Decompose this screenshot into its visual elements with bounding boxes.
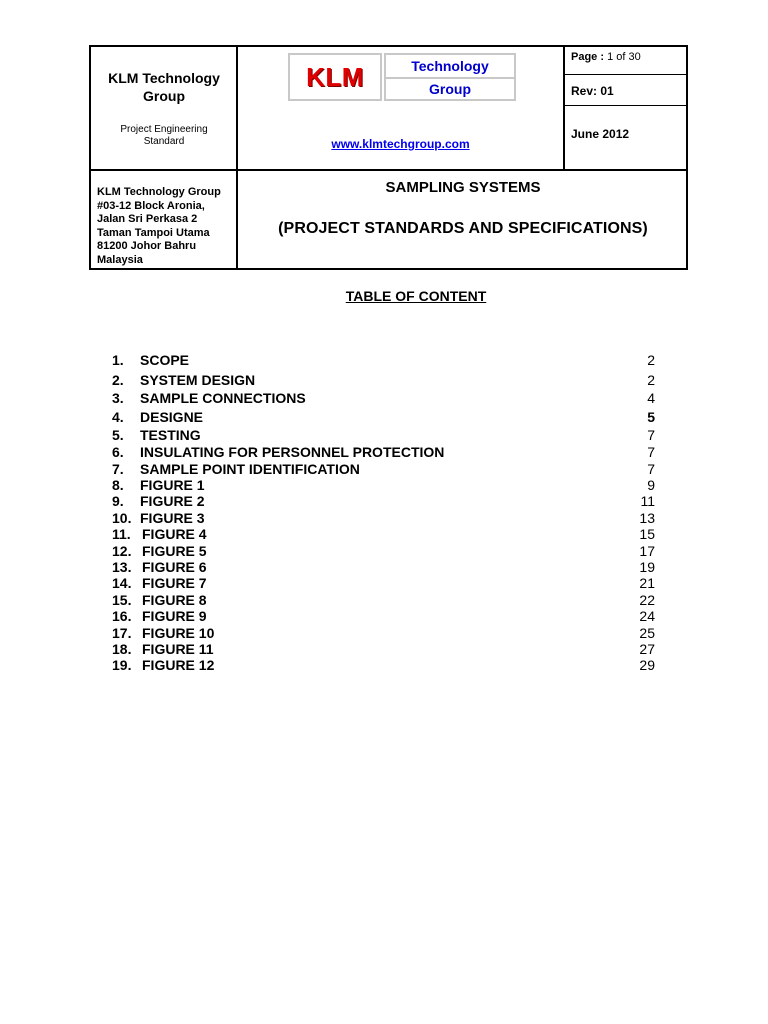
document-title: SAMPLING SYSTEMS <box>385 179 541 196</box>
toc-item-number: 4. <box>112 409 124 425</box>
toc-item-label: SCOPE <box>140 352 190 368</box>
toc-item-number: 16. <box>112 608 132 624</box>
toc-item-number: 10. <box>112 510 132 526</box>
toc-item-label: FIGURE 1 <box>140 477 205 493</box>
revision: Rev: 01 <box>571 84 614 98</box>
toc-item-label: SYSTEM DESIGN <box>140 372 256 388</box>
toc-item-number: 19. <box>112 657 132 673</box>
address-line: #03-12 Block Aronia, <box>97 199 205 212</box>
toc-item-number: 7. <box>112 461 124 477</box>
toc-item-label: FIGURE 3 <box>140 510 205 526</box>
toc-item-page: 29 <box>639 657 655 673</box>
toc-item-number: 17. <box>112 625 132 641</box>
logo-technology-text: Technology <box>386 56 514 79</box>
toc-item-label: FIGURE 8 <box>142 592 207 608</box>
toc-item-label: FIGURE 12 <box>142 657 215 673</box>
toc-item-label: FIGURE 4 <box>142 526 207 542</box>
toc-item-label: FIGURE 10 <box>142 625 215 641</box>
toc-item-label: SAMPLE POINT IDENTIFICATION <box>140 461 360 477</box>
toc-item-page: 21 <box>639 575 655 591</box>
toc-item-number: 13. <box>112 559 132 575</box>
toc-item-page: 5 <box>647 409 655 425</box>
toc-item-page: 25 <box>639 625 655 641</box>
toc-item-page: 24 <box>639 608 655 624</box>
address-line: 81200 Johor Bahru <box>97 240 197 252</box>
address-line: Taman Tampoi Utama <box>97 226 210 239</box>
toc-item-label: DESIGNE <box>140 409 204 425</box>
logo-group-text: Group <box>429 81 471 97</box>
company-name-line1: KLM Technology <box>108 70 220 86</box>
toc-item-page: 7 <box>647 444 655 460</box>
company-name-line2: Group <box>143 88 185 104</box>
toc-heading: TABLE OF CONTENT <box>345 288 487 304</box>
toc-item-page: 27 <box>639 641 655 657</box>
toc-item-number: 12. <box>112 543 132 559</box>
toc-item-page: 11 <box>640 493 655 509</box>
address-line: Malaysia <box>97 253 143 266</box>
document-subtitle: (PROJECT STANDARDS AND SPECIFICATIONS) <box>278 220 648 237</box>
toc-item-page: 2 <box>647 352 655 368</box>
toc-item-page: 22 <box>639 592 655 608</box>
toc-item-label: SAMPLE CONNECTIONS <box>140 390 306 406</box>
toc-item-page: 2 <box>647 372 655 388</box>
toc-item-label: FIGURE 7 <box>142 575 207 591</box>
toc-item-page: 17 <box>639 543 655 559</box>
toc-item-page: 13 <box>639 510 655 526</box>
toc-item-page: 4 <box>647 390 655 406</box>
toc-item-number: 15. <box>112 592 132 608</box>
toc-item-number: 8. <box>112 477 124 493</box>
page-label: Page : <box>571 51 605 63</box>
toc-item-label: FIGURE 9 <box>142 608 207 624</box>
toc-item-page: 9 <box>647 477 655 493</box>
standard-type-line1: Project Engineering <box>120 124 208 135</box>
toc-item-label: FIGURE 6 <box>142 559 207 575</box>
toc-item-number: 6. <box>112 444 124 460</box>
standard-type-line2: Standard <box>143 136 185 147</box>
page-value: 1 of 30 <box>607 51 641 63</box>
toc-item-label: FIGURE 2 <box>140 493 205 509</box>
toc-item-number: 5. <box>112 427 124 443</box>
toc-item-page: 7 <box>647 427 655 443</box>
toc-item-number: 18. <box>112 641 132 657</box>
address-line: Jalan Sri Perkasa 2 <box>97 213 198 225</box>
toc-item-label: TESTING <box>140 427 201 443</box>
address-line: KLM Technology Group <box>97 186 221 198</box>
toc-item-page: 7 <box>647 461 655 477</box>
toc-item-number: 11. <box>112 526 131 542</box>
toc-item-number: 9. <box>112 493 124 509</box>
issue-date: June 2012 <box>571 127 630 141</box>
toc-item-page: 19 <box>639 559 655 575</box>
toc-item-page: 15 <box>639 526 655 542</box>
toc-item-label: INSULATING FOR PERSONNEL PROTECTION <box>140 444 445 460</box>
toc-item-label: FIGURE 11 <box>142 641 214 657</box>
toc-item-number: 14. <box>112 575 132 591</box>
toc-item-number: 1. <box>112 352 124 368</box>
toc-item-number: 3. <box>112 390 124 406</box>
toc-item-label: FIGURE 5 <box>142 543 207 559</box>
logo-klm-text: KLM <box>306 61 364 92</box>
toc-item-number: 2. <box>112 372 124 388</box>
website-link[interactable]: www.klmtechgroup.com <box>331 137 470 151</box>
